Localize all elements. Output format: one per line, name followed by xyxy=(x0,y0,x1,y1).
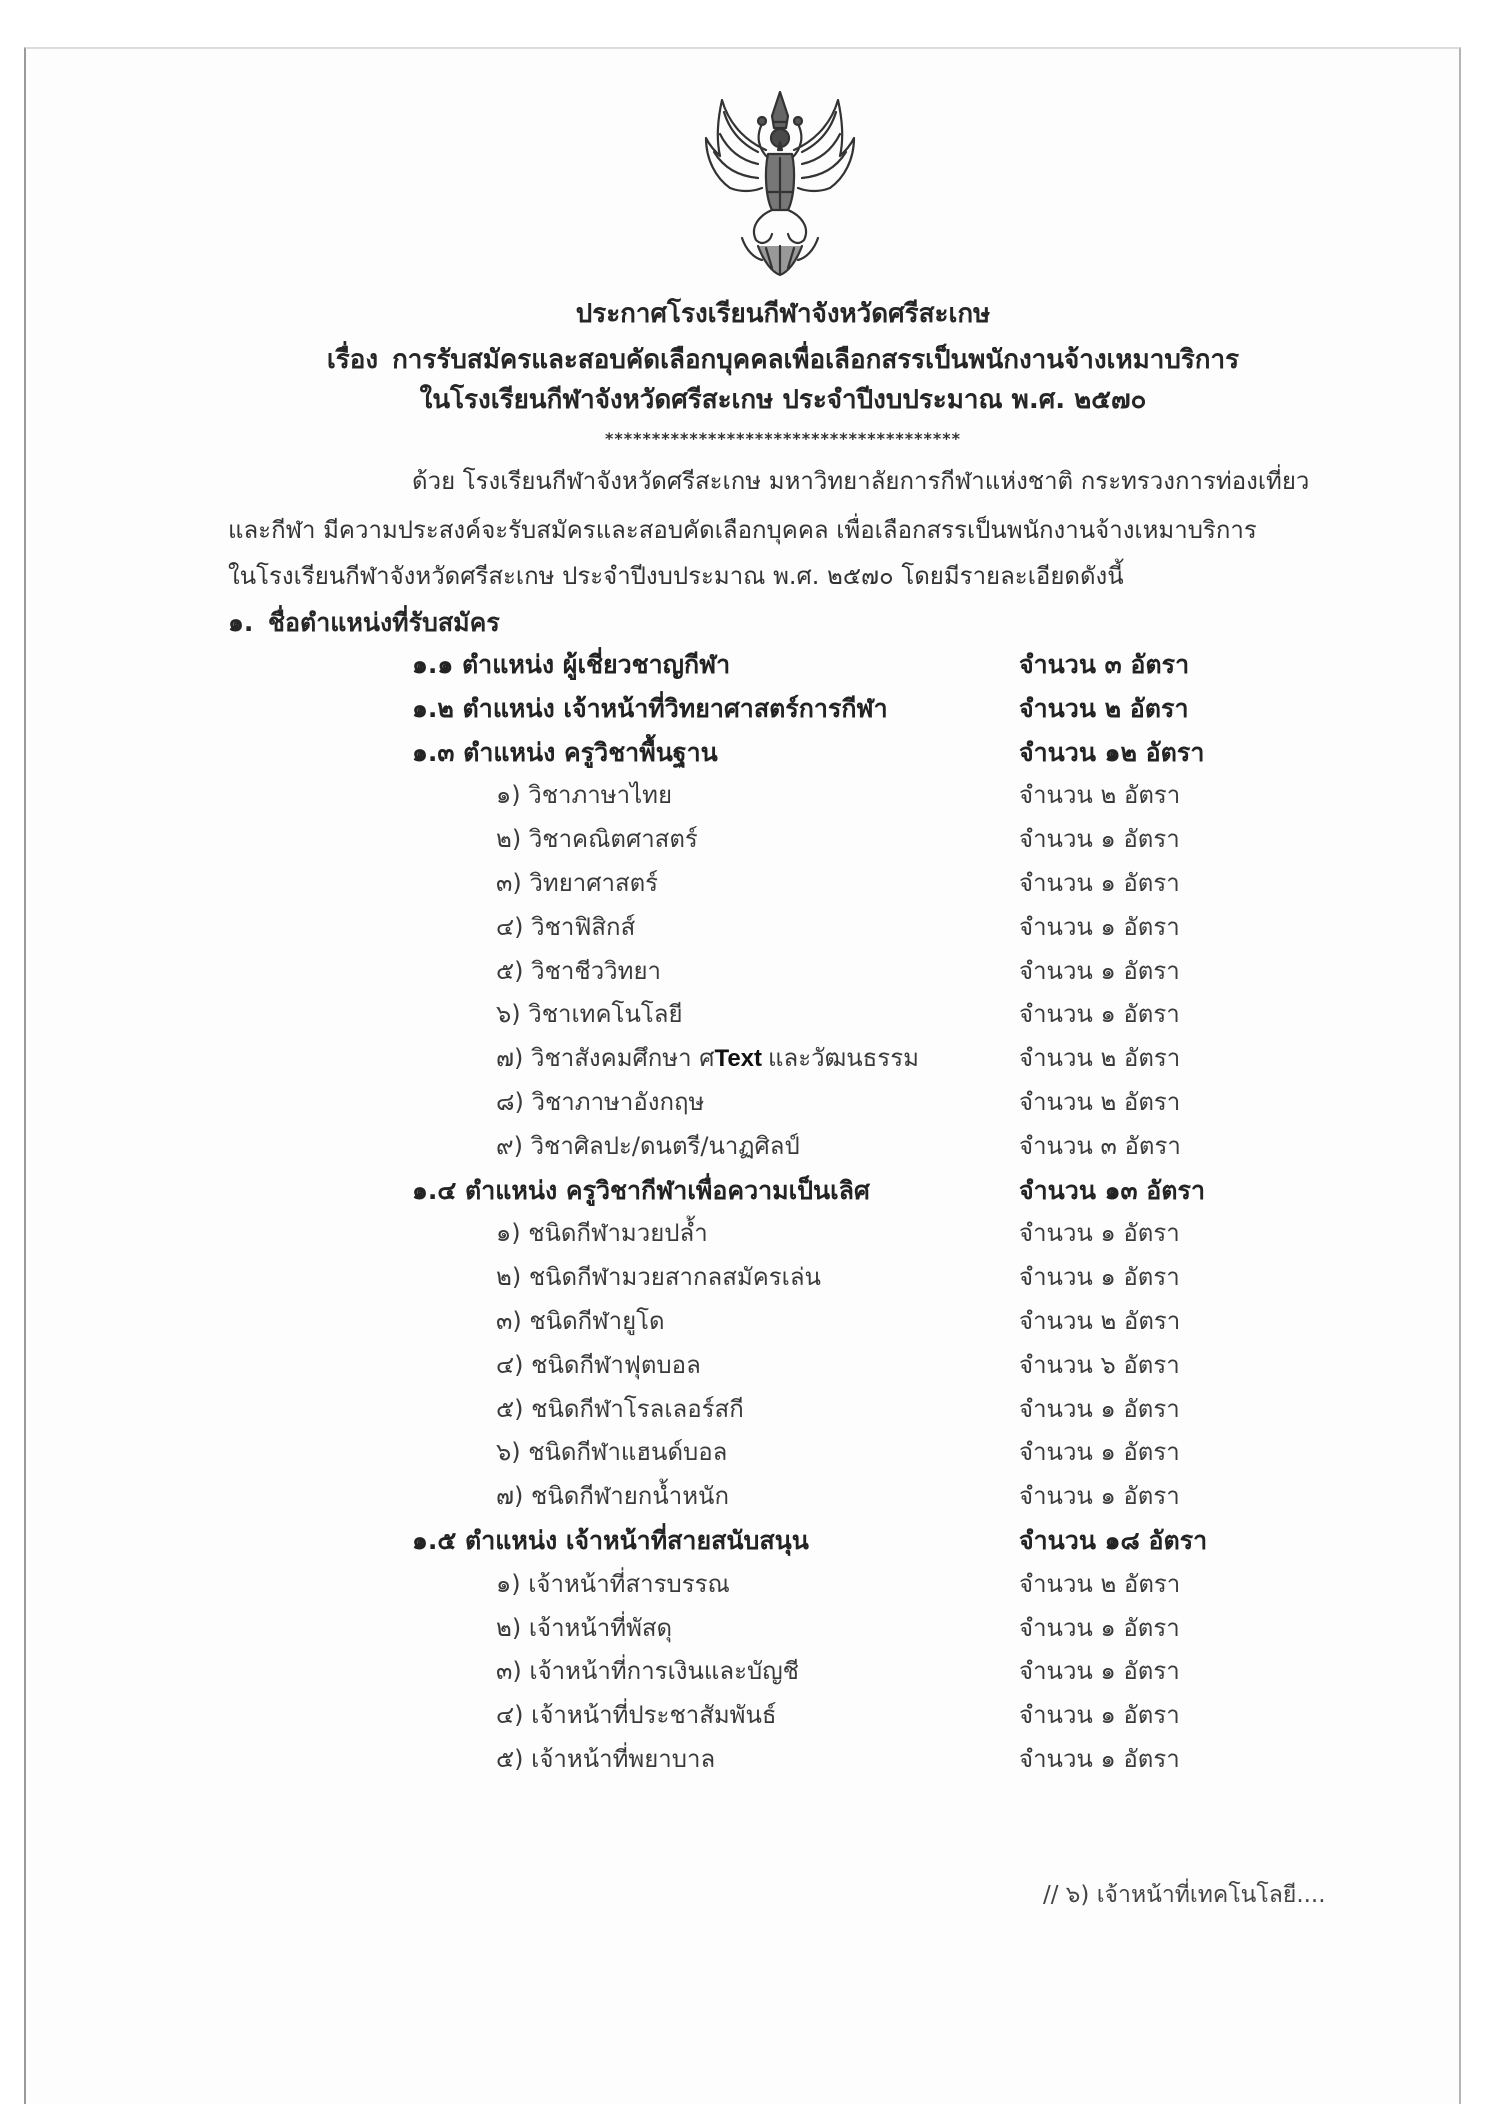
announcement-subject-line2: ในโรงเรียนกีฬาจังหวัดศรีสะเกษ ประจำปีงบประมาณ พ.ศ. ๒๕๗๐ xyxy=(419,385,1147,415)
position-item-row xyxy=(0,906,1488,950)
position-item-count: จำนวน ๑ อัตรา xyxy=(1019,1219,1180,1248)
positions-list xyxy=(0,643,1488,1782)
position-item-label: ๑) ชนิดกีฬามวยปล้ำ xyxy=(496,1219,708,1248)
position-item-label: ๖) ชนิดกีฬาแฮนด์บอล xyxy=(496,1438,728,1467)
garuda-emblem xyxy=(700,88,860,278)
position-item-row xyxy=(0,1081,1488,1125)
position-item-count: จำนวน ๑ อัตรา xyxy=(1019,868,1180,897)
position-item-label: ๒) วิชาคณิตศาสตร์ xyxy=(496,825,698,854)
subject-label: เรื่อง xyxy=(326,345,379,375)
position-item-row xyxy=(0,1037,1488,1081)
position-item-count: จำนวน ๑ อัตรา xyxy=(1019,1263,1180,1292)
position-row xyxy=(0,1169,1488,1213)
position-item-row xyxy=(0,1256,1488,1300)
position-count: จำนวน ๒ อัตรา xyxy=(1019,693,1189,723)
position-row xyxy=(0,1519,1488,1563)
position-count: จำนวน ๓ อัตรา xyxy=(1019,650,1190,679)
position-item-label: ๕) ชนิดกีฬาโรลเลอร์สกี xyxy=(496,1394,744,1423)
position-title: ๑.๔ ตำแหน่ง ครูวิชากีฬาเพื่อความเป็นเลิศ xyxy=(412,1175,870,1205)
position-item-row xyxy=(0,1431,1488,1475)
section-heading xyxy=(228,606,500,640)
paragraph-line: และกีฬา มีความประสงค์จะรับสมัครและสอบคัดเลือกบุคคล เพื่อเลือกสรรเป็นพนักงานจ้างเหมาบริการ xyxy=(228,516,1257,544)
position-count: จำนวน ๑๘ อัตรา xyxy=(1019,1525,1208,1555)
position-item-count: จำนวน ๑ อัตรา xyxy=(1019,1613,1180,1642)
title-separator: ************************************** xyxy=(605,429,961,448)
position-item-label: ๘) วิชาภาษาอังกฤษ xyxy=(496,1087,705,1116)
position-item-count: จำนวน ๑ อัตรา xyxy=(1019,825,1180,854)
position-item-row xyxy=(0,1212,1488,1256)
position-item-label: ๔) วิชาฟิสิกส์ xyxy=(496,912,636,941)
position-item-label: ๕) วิชาชีววิทยา xyxy=(496,956,661,985)
position-item-label: ๕) เจ้าหน้าที่พยาบาล xyxy=(496,1744,716,1773)
position-item-count: จำนวน ๒ อัตรา xyxy=(1019,781,1181,810)
position-count: จำนวน ๑๓ อัตรา xyxy=(1019,1175,1205,1205)
position-item-label: ๑) เจ้าหน้าที่สารบรรณ xyxy=(496,1569,730,1598)
position-item-count: จำนวน ๓ อัตรา xyxy=(1019,1131,1181,1160)
position-row xyxy=(0,643,1488,687)
position-item-row xyxy=(0,774,1488,818)
position-item-count: จำนวน ๑ อัตรา xyxy=(1019,912,1180,941)
position-item-count: จำนวน ๑ อัตรา xyxy=(1019,1657,1180,1686)
position-item-row xyxy=(0,818,1488,862)
position-item-row xyxy=(0,1650,1488,1694)
announcement-title: ประกาศโรงเรียนกีฬาจังหวัดศรีสะเกษ xyxy=(575,299,991,329)
position-item-label: ๓) เจ้าหน้าที่การเงินและบัญชี xyxy=(496,1657,799,1686)
position-item-count: จำนวน ๖ อัตรา xyxy=(1019,1350,1180,1379)
position-item-label: ๓) ชนิดกีฬายูโด xyxy=(496,1306,665,1335)
position-item-count: จำนวน ๑ อัตรา xyxy=(1019,1394,1180,1423)
position-item-row xyxy=(0,1300,1488,1344)
position-title: ๑.๕ ตำแหน่ง เจ้าหน้าที่สายสนับสนุน xyxy=(412,1525,809,1555)
position-item-row xyxy=(0,862,1488,906)
position-item-row xyxy=(0,1694,1488,1738)
position-item-count: จำนวน ๒ อัตรา xyxy=(1019,1306,1181,1335)
position-title: ๑.๒ ตำแหน่ง เจ้าหน้าที่วิทยาศาสตร์การกีฬา xyxy=(412,693,888,723)
position-item-count: จำนวน ๑ อัตรา xyxy=(1019,1701,1180,1730)
position-item-row xyxy=(0,950,1488,994)
position-item-label: ๖) วิชาเทคโนโลยี xyxy=(496,1000,683,1029)
paragraph-line: ในโรงเรียนกีฬาจังหวัดศรีสะเกษ ประจำปีงบประมาณ พ.ศ. ๒๕๗๐ โดยมีรายละเอียดดังนี้ xyxy=(228,562,1124,590)
position-item-row xyxy=(0,1607,1488,1651)
position-item-count: จำนวน ๒ อัตรา xyxy=(1019,1044,1181,1073)
position-item-row xyxy=(0,1388,1488,1432)
position-item-label: ๔) ชนิดกีฬาฟุตบอล xyxy=(496,1350,701,1379)
position-item-label: ๓) วิทยาศาสตร์ xyxy=(496,868,659,897)
position-item-count: จำนวน ๒ อัตรา xyxy=(1019,1087,1181,1116)
announcement-subject xyxy=(200,343,1366,377)
position-item-count: จำนวน ๑ อัตรา xyxy=(1019,1438,1180,1467)
position-item-count: จำนวน ๑ อัตรา xyxy=(1019,1744,1180,1773)
position-row xyxy=(0,687,1488,731)
position-item-row xyxy=(0,1125,1488,1169)
position-item-label: ๒) เจ้าหน้าที่พัสดุ xyxy=(496,1613,673,1642)
section-number: ๑. xyxy=(228,608,254,637)
paragraph-line: ด้วย โรงเรียนกีฬาจังหวัดศรีสะเกษ มหาวิทยาลัยการกีฬาแห่งชาติ กระทรวงการท่องเที่ยว xyxy=(412,467,1310,495)
position-item-label-tail: และวัฒนธรรม xyxy=(768,1044,919,1073)
position-item-count: จำนวน ๒ อัตรา xyxy=(1019,1569,1181,1598)
section-title: ชื่อตำแหน่งที่รับสมัคร xyxy=(268,608,500,637)
position-item-count: จำนวน ๑ อัตรา xyxy=(1019,1482,1180,1511)
position-item-label-head: ๗) วิชาสังคมศึกษา ศ xyxy=(496,1044,715,1073)
position-title: ๑.๑ ตำแหน่ง ผู้เชี่ยวชาญกีฬา xyxy=(412,650,731,679)
position-item-label: ๙) วิชาศิลปะ/ดนตรี/นาฏศิลป์ xyxy=(496,1131,800,1160)
position-item-label: ๑) วิชาภาษาไทย xyxy=(496,781,673,810)
position-item-row xyxy=(0,993,1488,1037)
position-item-row xyxy=(0,1738,1488,1782)
position-item-row xyxy=(0,1344,1488,1388)
position-count: จำนวน ๑๒ อัตรา xyxy=(1019,737,1205,767)
position-item-label: ๒) ชนิดกีฬามวยสากลสมัครเล่น xyxy=(496,1263,821,1292)
position-row xyxy=(0,731,1488,775)
position-item-label xyxy=(496,1037,919,1081)
position-item-row xyxy=(0,1563,1488,1607)
position-title: ๑.๓ ตำแหน่ง ครูวิชาพื้นฐาน xyxy=(412,737,718,767)
position-item-label: ๗) ชนิดกีฬายกน้ำหนัก xyxy=(496,1482,729,1511)
subject-text: การรับสมัครและสอบคัดเลือกบุคคลเพื่อเลือกสรรเป็นพนักงานจ้างเหมาบริการ xyxy=(392,345,1240,375)
position-item-row xyxy=(0,1475,1488,1519)
position-item-count: จำนวน ๑ อัตรา xyxy=(1019,956,1180,985)
position-item-label: ๔) เจ้าหน้าที่ประชาสัมพันธ์ xyxy=(496,1701,777,1730)
page-continuation: // ๖) เจ้าหน้าที่เทคโนโลยี.... xyxy=(1043,1882,1326,1908)
position-item-count: จำนวน ๑ อัตรา xyxy=(1019,1000,1180,1029)
text-overlay: Text xyxy=(714,1045,763,1073)
